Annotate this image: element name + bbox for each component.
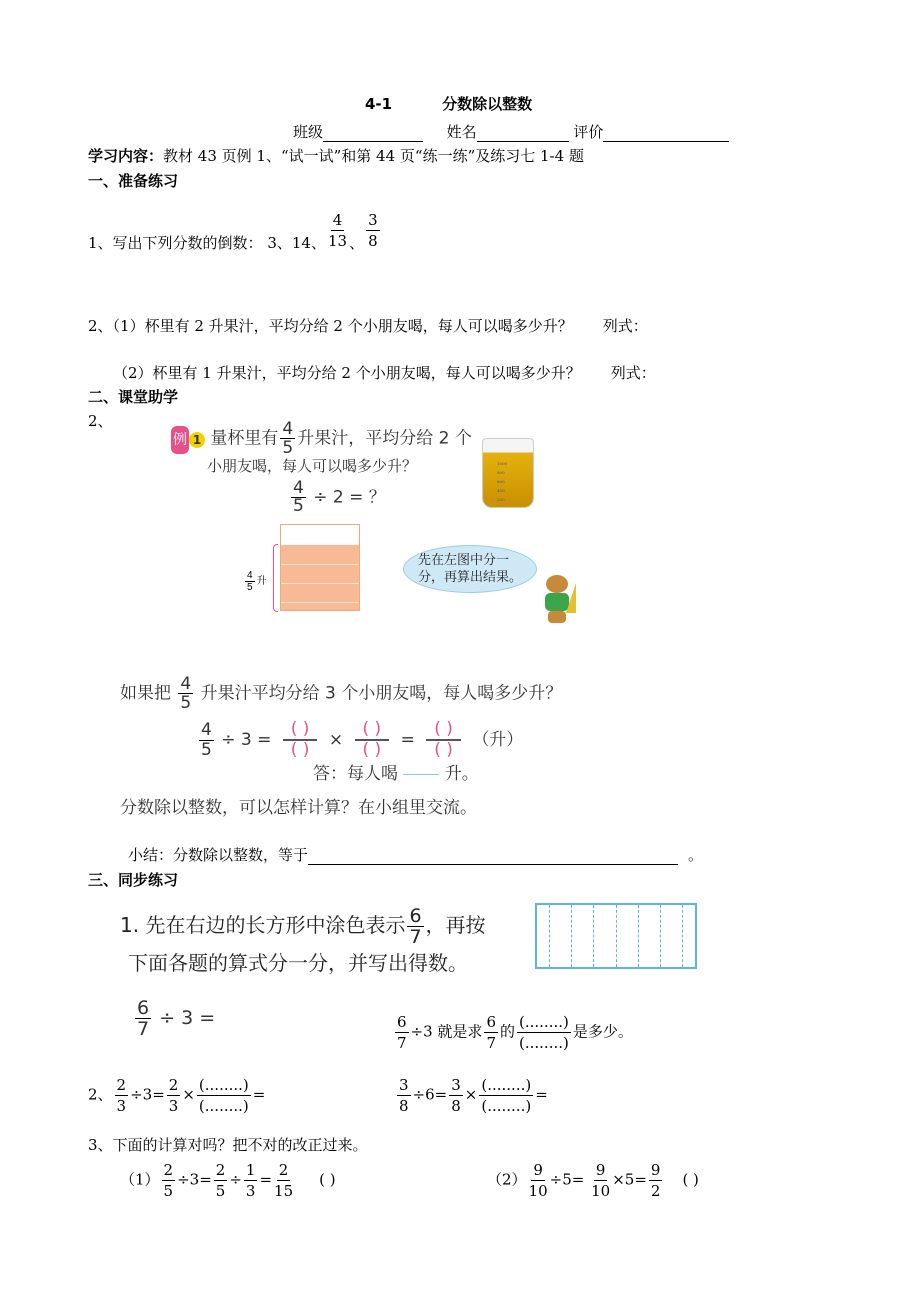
s3-q3-text: 3、下面的计算对吗？把不对的改正过来。 <box>88 1136 368 1154</box>
blank: ( ) <box>283 720 318 741</box>
denominator: 5 <box>293 496 304 516</box>
mark: 200 <box>497 497 505 502</box>
denominator: 5 <box>215 1182 226 1200</box>
fraction-4-13 <box>328 210 347 251</box>
eval-field[interactable] <box>603 141 729 142</box>
equals-sign: = <box>400 730 415 750</box>
shading-rectangle[interactable] <box>535 903 697 969</box>
denominator: 7 <box>409 926 422 948</box>
class-label: 班级 <box>293 123 324 141</box>
q-number: 1. <box>120 913 140 937</box>
example-line2: 小朋友喝，每人可以喝多少升？ <box>207 457 418 475</box>
q1-sep: 、 <box>349 234 365 252</box>
numerator: 6 <box>137 997 150 1019</box>
blank: (........) <box>481 1097 532 1115</box>
beaker-marks <box>497 459 507 504</box>
fraction-9-2 <box>649 1160 663 1201</box>
numerator: 9 <box>595 1161 606 1179</box>
q2-part1 <box>88 316 648 336</box>
q1-text: 1、写出下列分数的倒数： <box>88 234 263 252</box>
study-label: 学习内容： <box>88 147 164 165</box>
denominator: 3 <box>168 1097 179 1115</box>
fraction-4-5 <box>280 420 295 457</box>
expr: ÷5= <box>549 1170 585 1189</box>
q-number: 2、 <box>88 1085 113 1104</box>
numerator: 4 <box>293 478 304 498</box>
numerator: 9 <box>533 1161 543 1179</box>
times-sign: × <box>464 1085 478 1104</box>
item-label: （1） <box>120 1170 160 1189</box>
tryit-answer <box>313 764 479 784</box>
s3-q1-text <box>120 905 486 983</box>
numerator: 3 <box>368 210 378 229</box>
divider <box>281 602 359 603</box>
blank: ( ) <box>426 720 461 741</box>
numerator: 4 <box>332 210 343 229</box>
equation-tail: ÷ 2 = ？ <box>313 487 386 508</box>
discuss-text: 分数除以整数，可以怎样计算？在小组里交流。 <box>120 798 477 818</box>
answer-a: 答：每人喝 <box>313 764 398 784</box>
fraction-9-10 <box>529 1160 548 1201</box>
beaker-image <box>482 438 534 508</box>
lesson-number: 4-1 <box>365 95 393 113</box>
fraction-3-8 <box>449 1075 463 1116</box>
numerator: 4 <box>282 419 294 439</box>
brace <box>273 544 278 612</box>
lesson-title: 分数除以整数 <box>442 95 533 113</box>
tryit-a: 如果把 <box>120 683 171 704</box>
page-title <box>365 94 532 114</box>
tryit-question <box>120 675 562 712</box>
blank: (........) <box>519 1013 569 1031</box>
section-2-title: 二、课堂助学 <box>88 388 179 406</box>
numerator: 2 <box>278 1161 289 1179</box>
numerator: 4 <box>180 674 192 694</box>
expr: ÷3= <box>177 1170 212 1189</box>
example-1 <box>171 420 472 457</box>
denominator: 15 <box>274 1182 294 1200</box>
blank: ( ) <box>290 740 310 760</box>
numerator: 3 <box>451 1076 461 1094</box>
numerator: 4 <box>247 570 253 581</box>
section-1-title: 一、准备练习 <box>88 172 179 190</box>
denominator: 5 <box>201 739 212 760</box>
fraction-4-5 <box>199 721 214 760</box>
answer-b: 升。 <box>444 764 479 784</box>
denominator: 2 <box>650 1182 661 1200</box>
fraction-3-8 <box>366 210 380 251</box>
blank-fraction[interactable] <box>355 720 390 760</box>
blank: (........) <box>198 1076 249 1094</box>
mark: 800 <box>497 470 505 475</box>
fraction-2-3 <box>167 1075 181 1116</box>
denominator: 7 <box>137 1018 150 1040</box>
mark: 600 <box>497 479 505 484</box>
juice-bar-diagram <box>280 524 360 611</box>
numerator: 1 <box>245 1161 256 1179</box>
tryit-b: 升果汁平均分给 3 个小朋友喝，每人喝多少升？ <box>200 683 563 704</box>
denominator: 8 <box>451 1097 461 1115</box>
explain-b: 的 <box>499 1022 515 1041</box>
eval-label: 评价 <box>573 123 604 141</box>
fraction-2-5 <box>214 1160 228 1201</box>
denominator: 5 <box>163 1182 174 1200</box>
explain-c: 是多少。 <box>572 1022 633 1041</box>
q2-part2 <box>113 363 656 383</box>
answer-paren[interactable]: ( ) <box>319 1170 336 1189</box>
denominator: 10 <box>528 1182 548 1200</box>
denominator: 10 <box>591 1182 611 1200</box>
student-info-line <box>293 122 729 142</box>
denominator: 5 <box>180 693 192 713</box>
q1-item-3: 3、 <box>267 234 292 252</box>
s3-q1-explain <box>393 1012 633 1053</box>
numerator: 6 <box>486 1013 496 1031</box>
q2b-text: （2）杯里有 1 升果汁，平均分给 2 个小朋友喝，每人可以喝多少升？ <box>113 364 581 382</box>
summary <box>128 845 703 865</box>
tryit-equation <box>197 720 523 760</box>
mark: 400 <box>497 488 505 493</box>
div-3: ÷3= <box>130 1085 165 1104</box>
denominator: 5 <box>247 582 253 593</box>
blank: ( ) <box>434 740 453 760</box>
numerator: 3 <box>399 1076 409 1094</box>
div-6: ÷6= <box>412 1085 448 1104</box>
bar-unit: 升 <box>256 576 267 588</box>
times-sign: × <box>328 730 344 750</box>
expr: ×5= <box>612 1170 647 1189</box>
blank: ( ) <box>355 720 390 741</box>
fraction-6-7 <box>135 998 151 1039</box>
denominator: 5 <box>282 438 294 458</box>
blank-fraction[interactable] <box>479 1075 533 1116</box>
s3-q2-left <box>88 1075 265 1116</box>
mark: 1000 <box>497 461 508 466</box>
numerator: 9 <box>650 1161 661 1179</box>
blank-fraction[interactable] <box>283 720 318 760</box>
class-field[interactable] <box>323 141 423 142</box>
fraction-2-5 <box>162 1160 176 1201</box>
expr: ÷ <box>229 1170 242 1189</box>
blank: (........) <box>198 1097 249 1115</box>
denominator: 8 <box>399 1097 409 1115</box>
expr: = <box>259 1170 273 1189</box>
item-label: （2） <box>487 1170 527 1189</box>
fraction-4-5 <box>245 570 255 593</box>
line2: 下面各题的算式分一分，并写出得数。 <box>128 951 468 975</box>
denominator: 7 <box>397 1034 407 1052</box>
blank-fraction[interactable] <box>426 720 461 760</box>
denominator: 7 <box>486 1034 496 1052</box>
fraction-9-10 <box>591 1160 610 1201</box>
summary-text: 小结：分数除以整数，等于 <box>128 846 309 864</box>
summary-blank[interactable] <box>308 864 678 865</box>
line1b: ，再按 <box>425 913 486 937</box>
section-3-title: 三、同步练习 <box>88 871 179 889</box>
denominator: 3 <box>245 1182 256 1200</box>
example-equation <box>289 480 386 515</box>
blank: (........) <box>519 1034 569 1052</box>
times-sign: × <box>182 1085 195 1104</box>
denominator: 3 <box>116 1097 127 1115</box>
s3-q1-equation <box>133 998 215 1039</box>
summary-end: 。 <box>688 846 704 864</box>
juice-filled-part <box>281 545 359 610</box>
fraction-2-3 <box>115 1075 129 1116</box>
numerator: 2 <box>163 1161 174 1179</box>
fraction-6-7 <box>395 1012 409 1053</box>
answer-blank[interactable] <box>403 774 439 775</box>
bubble-text: 先在左图中分一分，再算出结果。 <box>418 553 523 585</box>
blank: ( ) <box>362 740 382 760</box>
numerator: 4 <box>201 719 212 740</box>
numerator: 2 <box>116 1076 127 1094</box>
s3-q3-item1 <box>120 1160 336 1201</box>
blank-fraction[interactable] <box>517 1012 571 1053</box>
q1-reciprocal <box>88 210 382 268</box>
q1-item-14: 14、 <box>291 234 326 252</box>
dog-mascot-icon <box>540 575 576 625</box>
q2a-formula-label: 列式： <box>602 317 648 335</box>
fraction-4-5 <box>178 675 193 712</box>
name-label: 姓名 <box>446 123 477 141</box>
numerator: 2 <box>168 1076 179 1094</box>
fraction-6-7 <box>484 1012 498 1053</box>
example-number-badge: 1 <box>189 432 205 448</box>
bar-label <box>243 570 267 593</box>
denominator: 8 <box>368 231 378 250</box>
divider <box>281 564 359 565</box>
numerator: 6 <box>397 1013 407 1031</box>
s2-item-number: 2、 <box>88 412 113 430</box>
fraction-4-5 <box>291 480 306 515</box>
fraction-1-3 <box>244 1160 258 1201</box>
example-line1b: 升果汁，平均分给 2 个 <box>297 428 472 449</box>
s3-q2-right <box>395 1075 548 1116</box>
equation: ÷ 3 = <box>159 1007 216 1029</box>
fraction-3-8 <box>397 1075 411 1116</box>
fraction-6-7 <box>407 906 423 947</box>
equals-sign: = <box>252 1085 266 1104</box>
line1: 先在右边的长方形中涂色表示 <box>145 913 406 937</box>
q2b-formula-label: 列式： <box>610 364 656 382</box>
equals-sign: = <box>535 1085 548 1104</box>
blank-fraction[interactable] <box>197 1075 251 1116</box>
study-text: 教材 43 页例 1、“试一试”和第 44 页“练一练”及练习七 1-4 题 <box>163 147 584 165</box>
blank: (........) <box>481 1076 532 1094</box>
speech-bubble <box>403 545 537 593</box>
denominator: 13 <box>327 231 348 250</box>
q2a-text: 2、（1）杯里有 2 升果汁，平均分给 2 个小朋友喝，每人可以喝多少升？ <box>88 317 573 335</box>
example-badge: 例 <box>171 426 189 454</box>
numerator: 6 <box>409 905 422 927</box>
s3-q3-item2 <box>487 1160 699 1201</box>
explain-a: ÷3 就是求 <box>410 1022 483 1041</box>
example-line1a: 量杯里有 <box>210 428 279 449</box>
name-field[interactable] <box>477 141 569 142</box>
answer-paren[interactable]: ( ) <box>682 1170 699 1189</box>
numerator: 2 <box>215 1161 226 1179</box>
fraction-2-15 <box>274 1160 293 1201</box>
unit-liters: （升） <box>472 730 524 750</box>
study-content <box>88 146 584 166</box>
div-3: ÷ 3 = <box>221 730 272 750</box>
divider <box>281 583 359 584</box>
